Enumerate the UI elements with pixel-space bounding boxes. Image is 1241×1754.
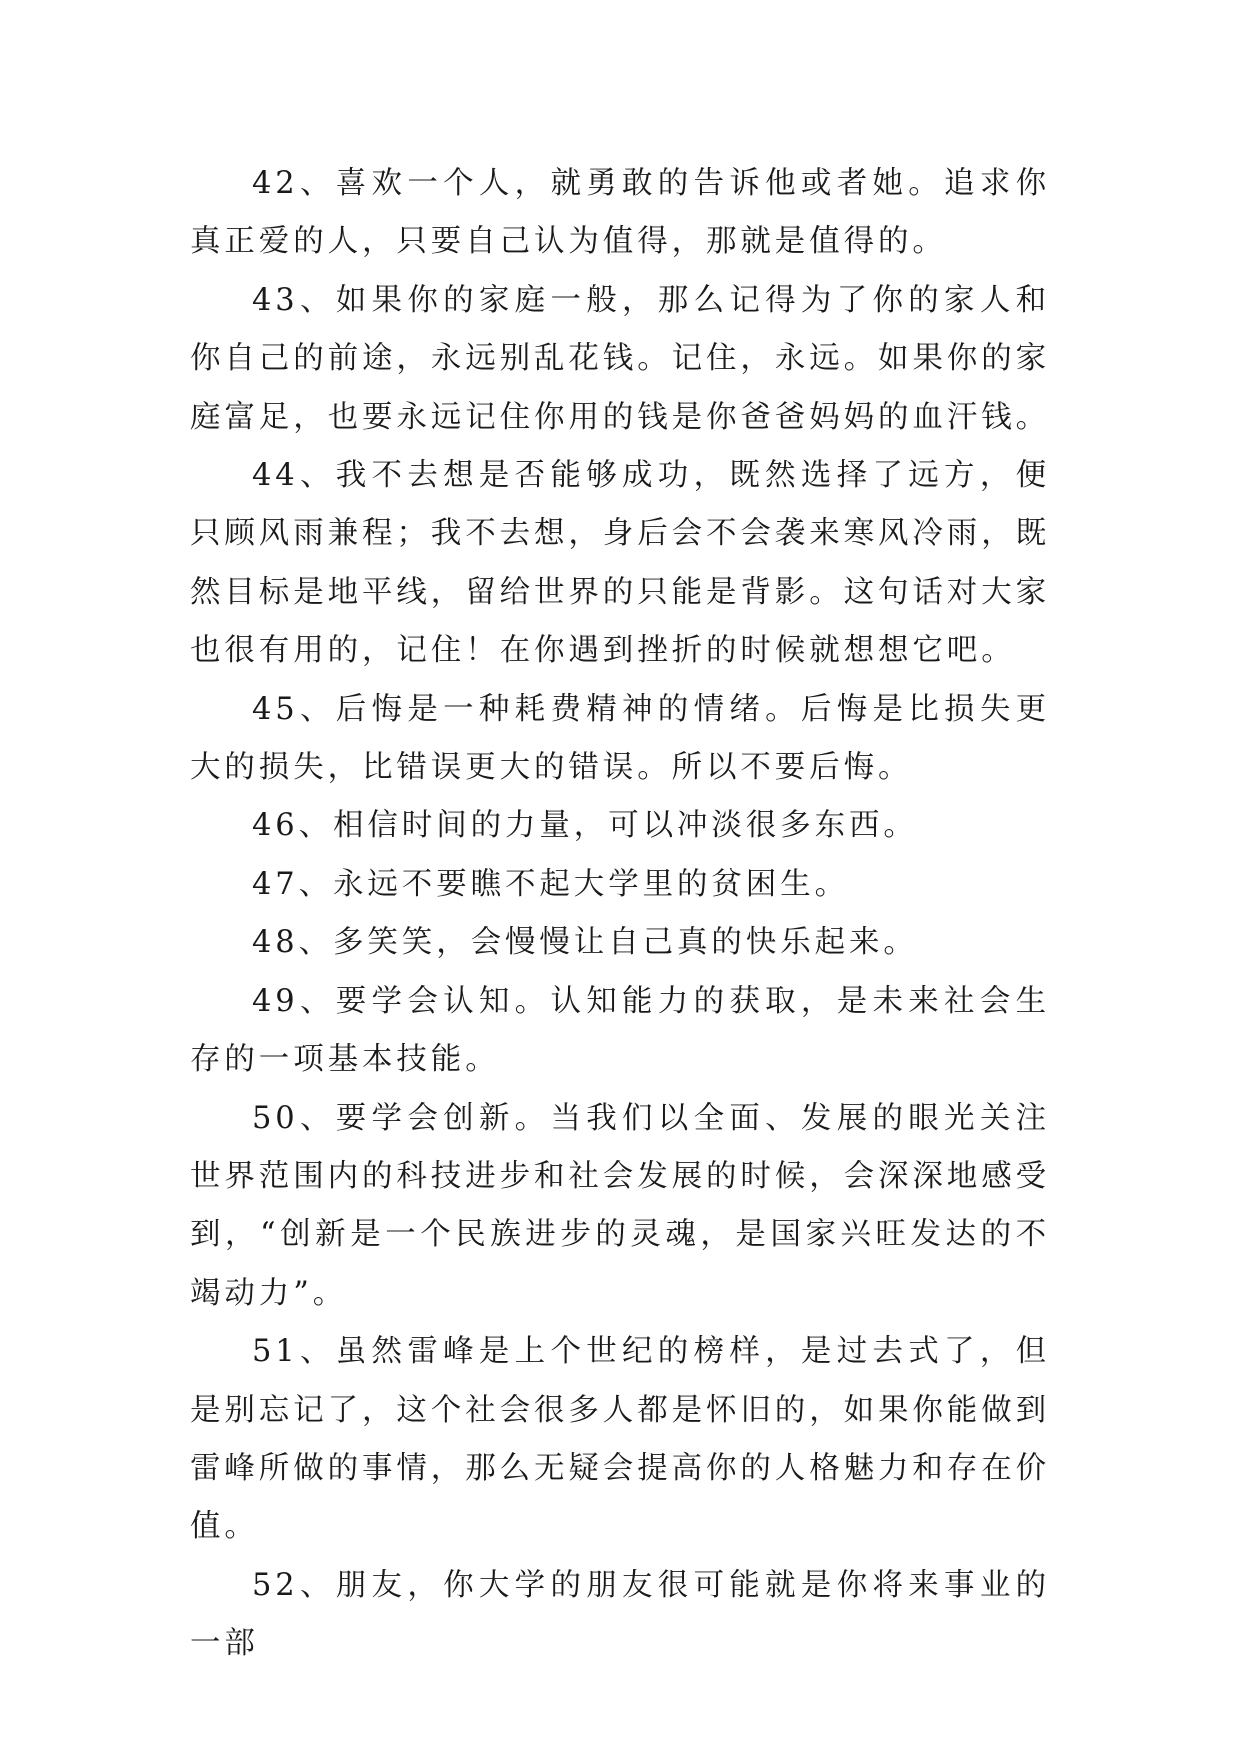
paragraph-46: 46、相信时间的力量，可以冲淡很多东西。	[252, 808, 918, 844]
paragraph-47: 47、永远不要瞧不起大学里的贫困生。	[252, 866, 850, 902]
paragraph-43: 43、如果你的家庭一般，那么记得为了你的家人和你自己的前途，永远别乱花钱。记住，永远。如果你的家庭富足，也要永远记住你用的钱是你爸爸妈妈的血汗钱。	[190, 282, 1050, 435]
paragraph-48: 48、多笑笑，会慢慢让自己真的快乐起来。	[252, 925, 918, 961]
paragraph-44: 44、我不去想是否能够成功，既然选择了远方，便只顾风雨兼程；我不去想，身后会不会袭来寒风冷雨，既然目标是地平线，留给世界的只能是背影。这句话对大家也很有用的，记住！在你遇到挫折的时候就想想它吧。	[190, 458, 1050, 669]
paragraph-51: 51、虽然雷峰是上个世纪的榜样，是过去式了，但是别忘记了，这个社会很多人都是怀旧的，如果你能做到雷峰所做的事情，那么无疑会提高你的人格魅力和存在价值。	[190, 1334, 1050, 1545]
paragraph-49: 49、要学会认知。认知能力的获取，是未来社会生存的一项基本技能。	[190, 983, 1050, 1078]
paragraph-52: 52、朋友，你大学的朋友很可能就是你将来事业的一部	[190, 1567, 1050, 1662]
paragraph-42: 42、喜欢一个人，就勇敢的告诉他或者她。追求你真正爱的人，只要自己认为值得，那就是值得的。	[190, 166, 1050, 260]
document-body	[190, 155, 1050, 1674]
paragraph-45: 45、后悔是一种耗费精神的情绪。后悔是比损失更大的损失，比错误更大的错误。所以不要后悔。	[190, 691, 1050, 786]
paragraph-50: 50、要学会创新。当我们以全面、发展的眼光关注世界范围内的科技进步和社会发展的时候，会深深地感受到，“创新是一个民族进步的灵魂，是国家兴旺发达的不竭动力”。	[190, 1100, 1050, 1311]
